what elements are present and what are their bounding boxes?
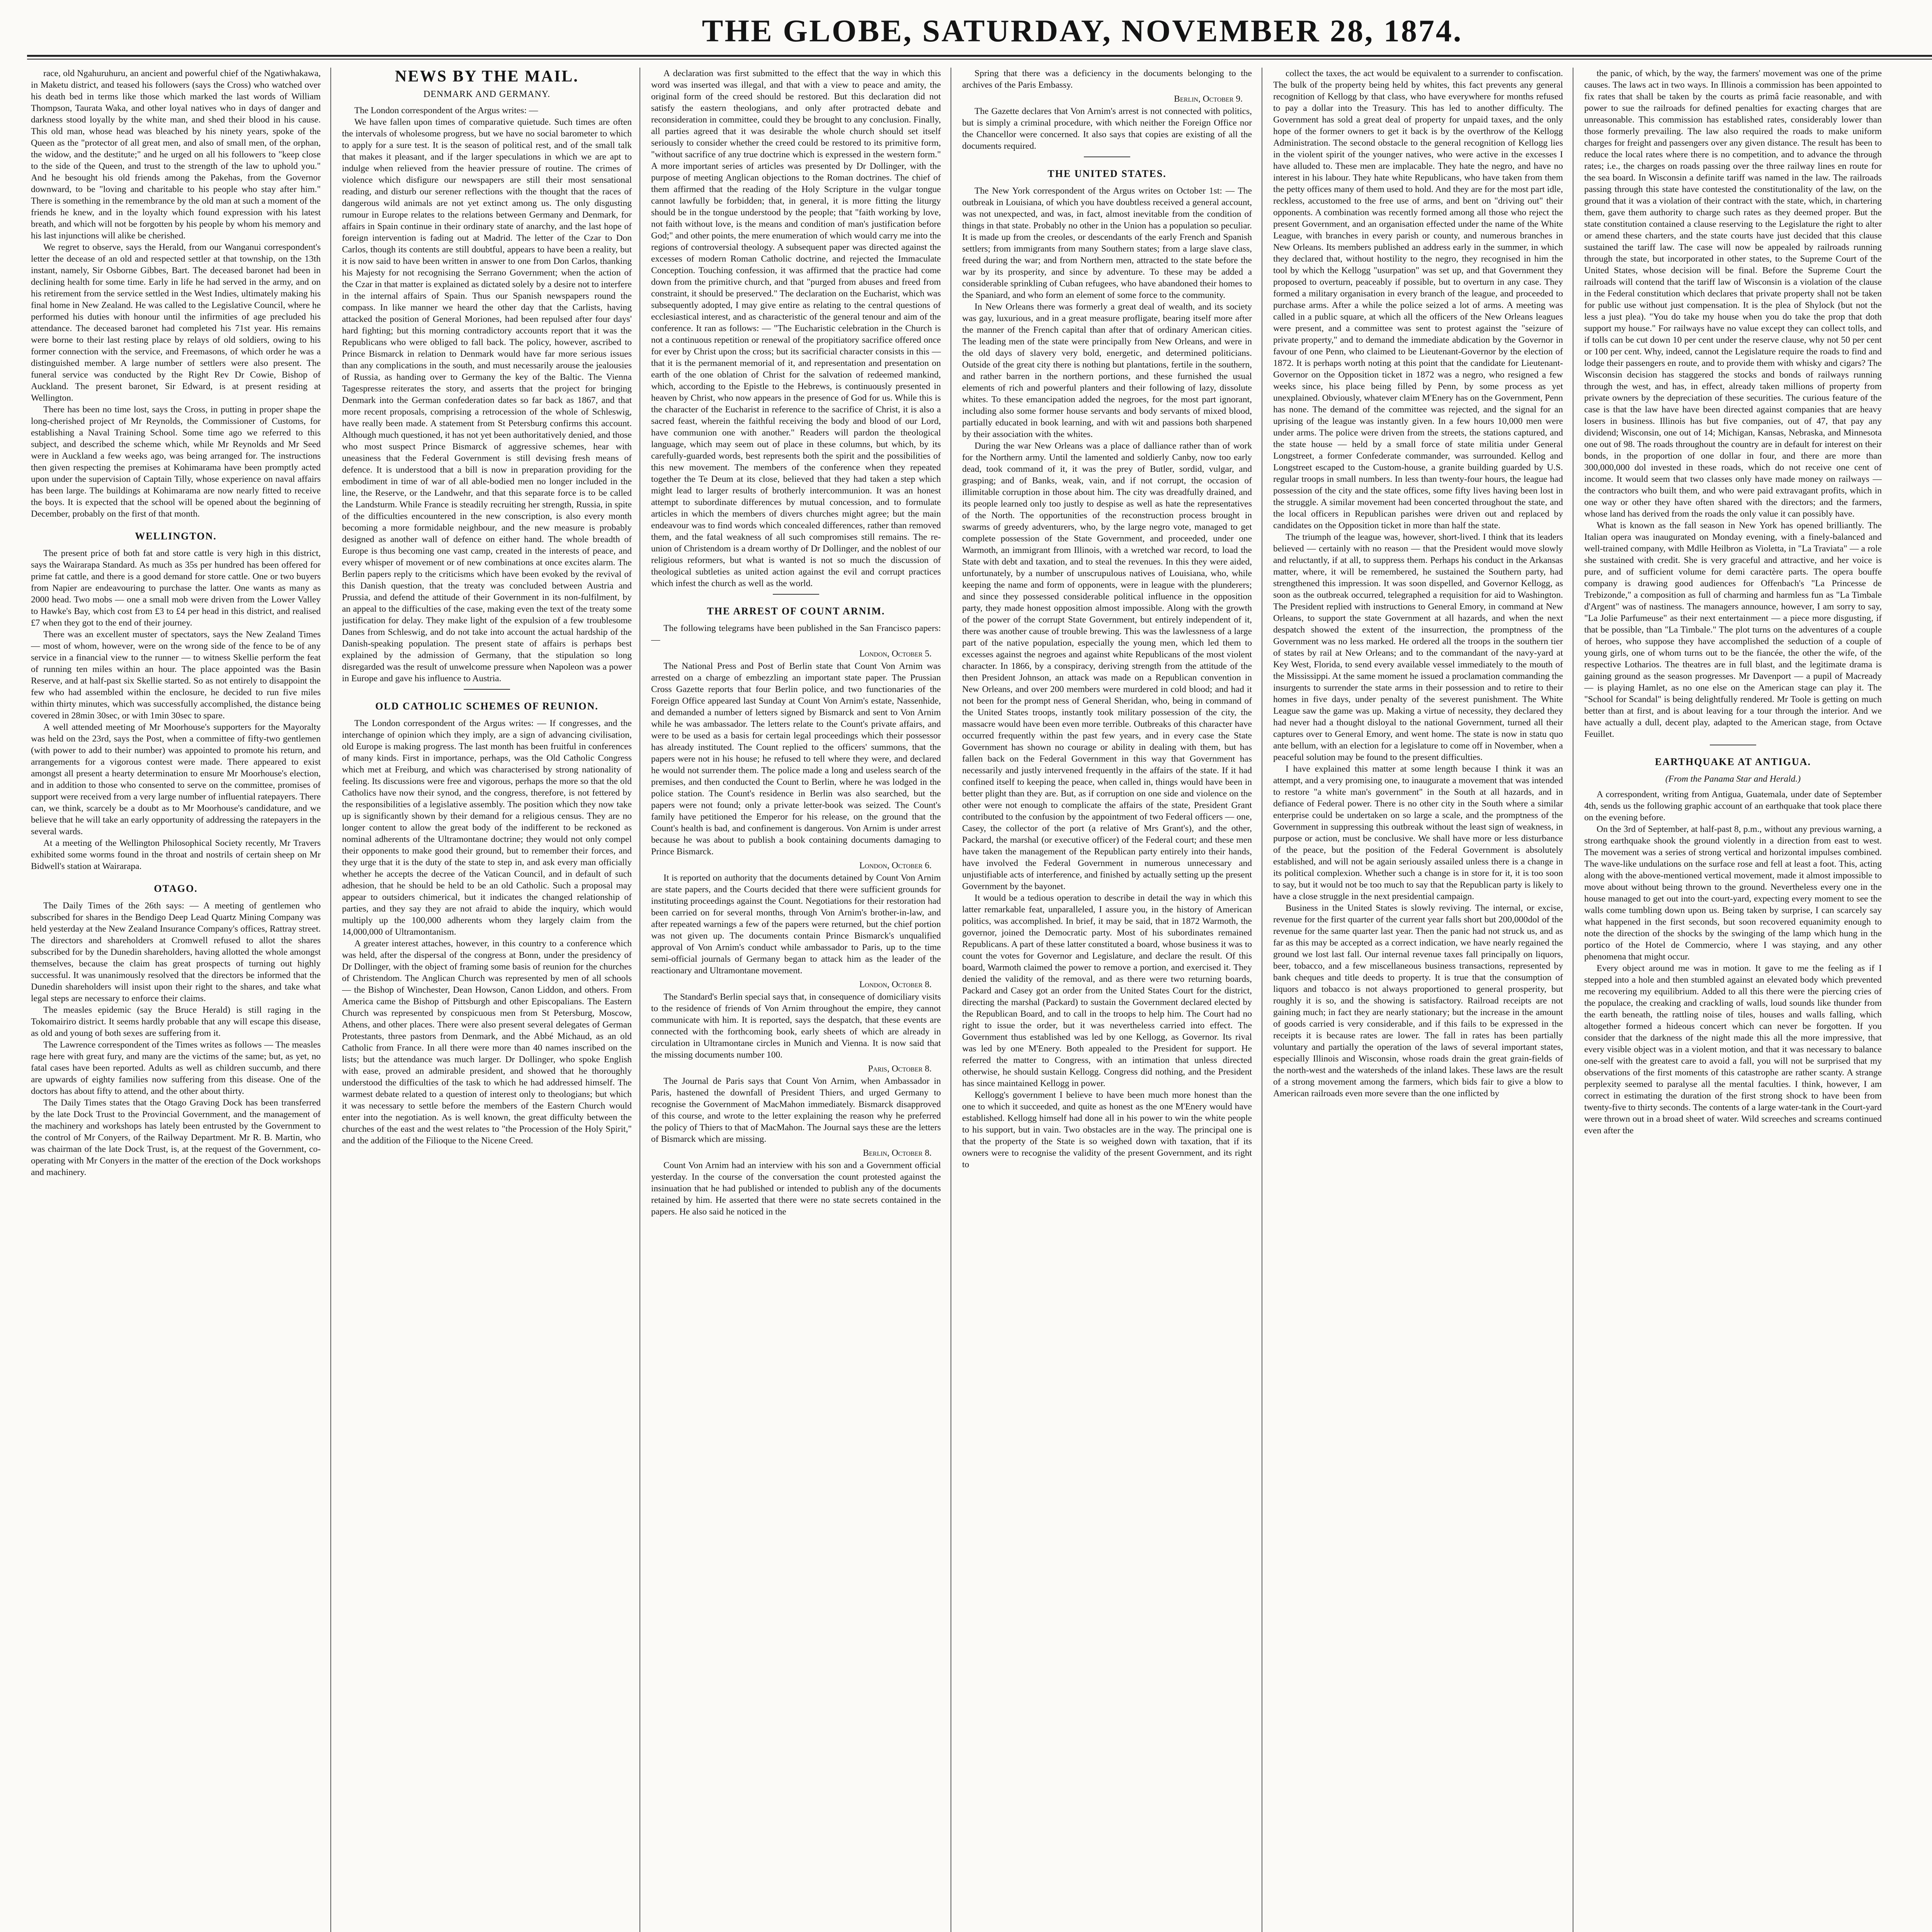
column-1 xyxy=(31,68,321,1932)
article-paragraph: The London correspondent of the Argus writes: — xyxy=(354,105,538,116)
article-paragraph: The Journal de Paris says that Count Von Arnim, when Ambassador in Paris, hastened the downfall of President Thiers, and urged Germany to recognise the Government of MacMahon immediately. Bismarck disapproved of this course, and wrote to the letter explaining the reason why he preferred the policy of Thiers to that of MacMahon. The Journal says these are the letters of Bismarck which are missing. xyxy=(651,1076,941,1144)
column-divider xyxy=(330,68,331,1932)
article-paragraph: the panic, of which, by the way, the farmers' movement was one of the prime causes. The laws act in two ways. In Illinois a commission has been appointed to fix rates that shall be taken by the courts as primâ facie reasonable, and with power to sue the railroads for defined penalties for exacting charges that are unreasonable. This commission has established rates, considerably lower than those formerly prevailing. The law also required the roads to make uniform charges for freight and passengers over any given distance. The result has been to reduce the local rates where there is no competition, and to advance the through rates; i.e., the charges on roads passing over the three railway lines en route for the sea board. In Wisconsin a definite tariff was named in the law. The railroads passing through this state have contested the constitutionality of the law, on the ground that it was a violation of their contract with the state, which, in chartering them, gave them authority to charge such rates as they deemed proper. But the state constitution contained a clause reserving to the Legislature the right to alter or amend these charters, and the state courts have just decided that this clause sustained the tariff law. The case will now be appealed by railroads running through the state, but incorporated in other states, to the Supreme Court of the United States, whose decision will be final. Before the Supreme Court the railroads will contend that the tariff law of Wisconsin is a violation of the clause in the Federal constitution which declares that private property shall not be taken for public use without just compensation. It is the plea of Shylock (but not the less a just plea). "You do take my house when you do take the prop that doth support my house." For railways have no value except they can collect tolls, and if tolls can be cut down 10 per cent under the reserve clause, why not 50 per cent or 100 per cent. Why, indeed, cannot the Legislature require the roads to find and lodge their passengers en route, and to provide them with whisky and cigars? The Wisconsin decision has staggered the stocks and bonds of railways running through the west, and has, in effect, already taken millions of property from private owners by the depreciation of these securities. The curious feature of the case is that the law have have been directed against companies that are heavy losers in business. Illinois has but five companies, out of 47, that pay any dividend; Wisconsin, one out of 14; Michigan, Kansas, Nebraska, and Minnesota one out of 98. The roads throughout the country are in default for interest on their bonds, in the proportion of one dollar in four, and there are more than 300,000,000 dol invested in these roads, which do not receive one cent of income. It would seem that two classes only have made money on railways — the contractors who built them, and who were paid extravagant profits, which in one way or other they have often shared with the directors; and the farmers, whose land has derived from the roads the only value it can possibly have. xyxy=(1584,68,1882,519)
column-6 xyxy=(1584,68,1882,1932)
article-paragraph: The Lawrence correspondent of the Times writes as follows — The measles rage here with great fury, and many are the victims of the same; but, as yet, no fatal cases have been reported. Adults as well as children succumb, and there are upwards of eighty families now suffering from this disease. One of the doctors has about fifty to attend, and the other about thirty. xyxy=(31,1040,321,1096)
article-paragraph: At a meeting of the Wellington Philosophical Society recently, Mr Travers exhibited some worms found in the throat and nostrils of certain sheep on Mr Bidwell's station at Wairarapa. xyxy=(31,838,321,871)
dateline: London, October 8. xyxy=(859,980,932,990)
article-paragraph: There has been no time lost, says the Cross, in putting in proper shape the long-cherished project of Mr Reynolds, the Commissioner of Customs, for establishing a Naval Training School. Some time ago we referred to this subject, and described the scheme which, while Mr Reynolds and Mr Seed were in Auckland a few weeks ago, was being arranged for. The instructions then given respecting the premises at Kohimarama have been promptly acted upon under the supervision of Captain Tilly, whose experience on naval affairs has been large. The buildings at Kohimarama are now nearly fitted to receive the boys. It is expected that the school will be opened about the beginning of December, probably on the first of that month. xyxy=(31,405,321,519)
article-paragraph: The present price of both fat and store cattle is very high in this district, says the Wairarapa Standard. As much as 35s per hundred has been offered for prime fat cattle, and there is a good demand for store cattle. One or two buyers from Napier are endeavouring to purchase the latter. One wants as many as 2000 head. Two mobs — one a small mob were driven from the Lower Valley to Hawke's Bay, which cost from £3 to £4 per head in this district, and realised £7 when they got to the end of their journey. xyxy=(31,548,321,628)
article-paragraph: The following telegrams have been published in the San Francisco papers: — xyxy=(651,623,941,645)
article-paragraph: collect the taxes, the act would be equivalent to a surrender to confiscation. The bulk of the property being held by whites, this fact prevents any general recognition of Kellogg by that class, who have everywhere for months refused to pay a dollar into the Treasury. This has led to another difficulty. The Government has sold a great deal of property for unpaid taxes, and the only hope of the former owners to get it back is by the overthrow of the Kellogg Administration. The second obstacle to the general recognition of Kellogg lies in the violent spirit of the younger natives, who were active in the excesses I have alluded to. These men are implacable. They hate the negro, and have no interest in his labour. They hate white Republicans, who have taken from them the petty offices many of them used to hold. And they are for the most part idle, reckless, accustomed to the free use of arms, and bent on "driving out" their opponents. A combination was recently formed among all those who reject the present Government, and an organisation effected under the name of the White League, with branches in every parish or county, and numerous branches in New Orleans. Its members published an address early in the summer, in which they declared that, without hostility to the negro, they recognised in him the tool by which the Kellogg "usurpation" was set up, and that Government they proposed to overturn, peaceably if possible, but to overturn in any case. They formed a military organisation in every branch of the league, and proceeded to purchase arms. After a while the police seized a lot of arms. A meeting was called in a public square, at which all the officers of the New Orleans leagues were present, and a committee was sent to protest against the "seizure of private property," and to demand the immediate abdication by the Governor in favour of one Penn, who claimed to be Lieutenant-Governor by the election of 1872. It is perhaps worth noting at this point that the candidate for Lieutenant-Governor on the Opposition ticket in 1872 was a negro, who resigned a few weeks since, his place being filled by Penn, by some process as yet unexplained. Obviously, whatever claim M'Enery has on the Government, Penn has none. The demand of the committee was rejected, and the signal for an uprising of the league was instantly given. In a few hours 10,000 men were under arms. The police were driven from the streets, the stations captured, and the state house — held by a small force of state militia under General Longstreet, a former Confederate commander, was surrounded. Kellog and Longstreet escaped to the Custom-house, a granite building guarded by U.S. regular troops in small numbers. In less than twenty-four hours, the league had possession of the city and the state offices, some fifty lives having been lost in the struggle. A similar movement had been concerted throughout the state, and the local officers in Republican parishes were driven out and replaced by candidates on the Opposition ticket in more than half the state. xyxy=(1273,68,1563,531)
article-paragraph: A declaration was first submitted to the effect that the way in which this word was inserted was illegal, and that with a view to peace and amity, the original form of the creed should be restored. But this declaration did not satisfy the eastern theologians, and only after protracted debate and reconsideration in committee, could they be brought to any conclusion. Finally, all parties agreed that it was desirable the whole church should set itself seriously to consider whether the creed could be restored to its primitive form, "without sacrifice of any true doctrine which is expressed in the western form." A more important series of articles was presented by Dr Dollinger, with the purpose of meeting Anglican objections to the Roman doctrines. The chief of them affirmed that the reading of the Holy Scripture in the vulgar tongue cannot lawfully be forbidden; that, in general, it is more fitting the liturgy should be in the tongue understood by the people; that "faith working by love, not faith without love, is the means and condition of man's justification before God;" and other points, the mere enumeration of which would carry me into the regions of controversial theology. A subsequent paper was directed against the excesses of modern Roman Catholic doctrine, and rejected the Immaculate Conception. Touching confession, it was affirmed that the practice had come down from the primitive church, and that "purged from abuses and freed from constraint, it should be preserved." The declaration on the Eucharist, which was subsequently adopted, I may give entire as relating to the central questions of ecclesiastical interest, and as characteristic of the general tenour and aim of the conference. It ran as follows: — "The Eucharistic celebration in the Church is not a continuous repetition or renewal of the propitiatory sacrifice offered once for ever by Christ upon the cross; but its sacrificial character consists in this — that it is the permanent memorial of it, and representation and presentation on earth of the one oblation of Christ for the salvation of redeemed mankind, which, according to the Epistle to the Hebrews, is continuously presented in heaven by Christ, who now appears in the presence of God for us. While this is the character of the Eucharist in reference to the sacrifice of Christ, it is also a sacred feast, wherein the faithful receiving the body and blood of our Lord, have communion one with another." Readers will pardon the theological language, which may seem out of place in these columns, but which, by its carefully-guarded words, best represents both the spirit and the possibilities of this new movement. The members of the conference when they repeated together the Te Deum at its close, believed that they had taken a step which might lead to larger results of brotherly intercommunion. It was an honest attempt to subordinate differences by mutual concession, and to formulate articles in which the members of divers churches might agree; but the main endeavour was to find words which concealed differences, rather than removed them, and the fatal weakness of all such compromises still remains. The re-union of Christendom is a dream worthy of Dr Dollinger, and the noblest of our religious reformers, but what is wanted is not so much the discussion of theological subtleties as united action against the evil and corrupt practices which infest the church as well as the world. xyxy=(651,68,941,588)
section-heading-news-by-the-mail: NEWS BY THE MAIL. xyxy=(395,68,579,85)
article-paragraph: The triumph of the league was, however, short-lived. I think that its leaders believed — certainly with no reason — that the President would move slowly and reluctantly, if at all, to suppress them. Perhaps his conduct in the Arkansas matter, where, it will be remembered, he sustained the Southern party, had strengthened this impression. It was soon dispelled, and Governor Kellogg, as soon as the outbreak occurred, telegraphed a requisition for aid to Washington. The President replied with instructions to General Emory, in command at New Orleans, to support the state Government at all hazards, and when the next despatch showed the extent of the insurrection, the promptness of the Government was no less marked. He ordered all the troops in the southern tier of states by rail at New Orleans; and to the commandant of the navy-yard at Key West, Florida, to send every available vessel immediately to the mouth of the Mississippi. At the same moment he issued a proclamation commanding the insurgents to surrender the state arms in their possession and to retire to their homes in five days, under penalty of the severest punishment. The White League saw the game was up. Making a virtue of necessity, they declared they had never had a thought disloyal to the national Government, turned all their captures over to General Emory, and went home. The state is now in statu quo ante bellum, with an election for a legislature to come off in November, when a peaceful solution may be found to the present difficulties. xyxy=(1273,532,1563,762)
article-paragraph: A greater interest attaches, however, in this country to a conference which was held, after the dispersal of the congress at Bonn, under the presidency of Dr Dollinger, with the object of framing some basis of reunion for the churches of Christendom. The Anglican Church was represented by men of all schools — the Bishop of Winchester, Dean Howson, Canon Liddon, and others. From America came the Bishop of Pittsburgh and other Episcopalians. The Eastern Church was represented by conspicuous men from St Petersburg, Moscow, Athens, and other places. There were also present several delegates of German Protestants, three pastors from Denmark, and the Abbé Michaud, as an old Catholic from France. In all there were more than 40 names inscribed on the lists; but the attendance was much larger. Dr Dollinger, who spoke English with ease, proved an admirable president, and showed that he thoroughly understood the difficulties of the task to which he had addressed himself. The warmest debate related to a question of interest only to theologians; but which it was necessary to settle before the members of the Eastern Church would enter into the negotiation. As is well known, the great difficulty between the churches of the east and the west relates to "the Procession of the Holy Spirit," and the addition of the Filioque to the Nicene Creed. xyxy=(342,939,632,1146)
article-paragraph: The London correspondent of the Argus writes: — If congresses, and the interchange of opinion which they imply, are a sign of advancing civilisation, old Europe is making progress. The last month has been fruitful in conferences of many kinds. First in importance, perhaps, was the Old Catholic Congress which met at Freiburg, and which was characterised by strong nationality of feeling. Its discussions were free and vigorous, perhaps the more so that the old Catholics have now their synod, and the congress, therefore, is not fettered by the responsibilities of a legislative assembly. The position which they now take up is significantly shown by their demand for a religious census. They are no longer content to allow the great body of the indifferent to be reckoned as nominal adherents of the Ultramontane doctrine; they would not only compel their opponents to make good their ground, but to remember their forces, and they urge that it is the duty of the state to step in, and ask every man officially whether he accepts the decree of the Vatican Council, and in default of such adhesion, that he should be held to be an old Catholic. Such a proposal may appear to outsiders chimerical, but it indicates the changed relationship of parties, and they say they are not afraid to abide the inquiry, which would multiply up the 100,000 adherents whom they largely claim from the 14,000,000 of Ultramontanism. xyxy=(342,718,632,937)
masthead-title: THE GLOBE, SATURDAY, NOVEMBER 28, 1874. xyxy=(702,13,1463,48)
dateline: Berlin, October 9. xyxy=(1174,94,1243,104)
article-paragraph: On the 3rd of September, at half-past 8, p.m., without any previous warning, a strong earthquake shook the ground violently in a direction from east to west. The movement was a series of strong vertical and horizontal impulses combined. The wave-like undulations on the surface rose and fell at least a foot. This, acting along with the above-mentioned vertical movement, made it almost impossible to move about without being thrown to the ground. Nevertheless every one in the house managed to get out into the court-yard, expecting every moment to see the walls come tumbling down upon us. Being taken by surprise, I can scarcely say what happened in the first seconds, but soon recovered equanimity enough to note the direction of the shocks by the swinging of the lamp which hung in the portico of the Hotel de Commercio, where I was staying, and any other phenomena that might occur. xyxy=(1584,824,1882,962)
article-paragraph: Business in the United States is slowly reviving. The internal, or excise, revenue for the first quarter of the current year falls short but 200,000dol of the revenue for the same quarter last year. Then the panic had not struck us, and as far as this may be accepted as a correct indication, we have nearly regained the ground we lost last fall. Our internal revenue taxes fall principally on liquors, beer, tobacco, and a few miscellaneous business transactions, represented by bank cheques and title deeds to property. It is true that the consumption of liquors and tobacco is not always proportioned to general prosperity, but roughly it is so, and the showing is satisfactory. Railroad receipts are not gaining much; in fact they are nearly stationary; but the increase in the amount of goods carried is very considerable, and if this fails to be expressed in the receipts it is because rates are lower. The fall in rates has been partially voluntary and partially the operation of the laws of several important states, especially Illinois and Wisconsin, whose roads drain the great grain-fields of the north-west and the watersheds of the inland lakes. These laws are the result of a strong movement among the farmers, which bids fair to give a blow to American railroads even more severe than the one inflicted by xyxy=(1273,903,1563,1099)
article-byline: (From the Panama Star and Herald.) xyxy=(1665,774,1801,784)
article-paragraph: The Gazette declares that Von Arnim's arrest is not connected with politics, but is simply a criminal procedure, with which neither the Foreign Office nor the Chancellor were concerned. It also says that copies are existing of all the documents required. xyxy=(962,106,1252,151)
article-heading-denmark-germany: DENMARK AND GERMANY. xyxy=(423,89,551,99)
column-divider xyxy=(639,68,640,1932)
article-paragraph: What is known as the fall season in New York has opened brilliantly. The Italian opera was inaugurated on Monday evening, with a finely-balanced and well-trained company, with Mdlle Heilbron as Violetta, in "La Traviata" — a role she sustained with credit. She is very graceful and attractive, and her voice is pure, and of sufficient volume for demi caractère parts. The opera bouffe company is drawing good audiences for Offenbach's "La Princesse de Trebizonde," a composition as full of charming and harmless fun as "La Timbale d'Argent" was of nastiness. The managers announce, however, I am sorry to say, "La Jolie Parfumeuse" as their next entertainment — a piece more disgusting, if that be possible, than "La Timbale." The plot turns on the adventures of a couple of heroes, who suppose they have accomplished the seduction of a couple of young girls, one of whom turns out to be the fiancée, the other the wife, of the respective Lotharios. The theatres are in full blast, and the legitimate drama is gaining ground as the season progresses. Mr Davenport — a pupil of Macready — is playing Hamlet, as no one else on the American stage can play it. The "School for Scandal" is being delightfully rendered. Mr Toole is getting on much better than at first, and is about leaving for a tour through the interior. And we have actually a dull, decent play, adapted to the American stage, from Octave Feuillet. xyxy=(1584,520,1882,739)
article-paragraph: The measles epidemic (say the Bruce Herald) is still raging in the Tokomairiro district. It seems hardly probable that any will escape this disease, as old and young of both sexes are suffering from it. xyxy=(31,1005,321,1038)
article-paragraph: I have explained this matter at some length because I think it was an attempt, and a very promising one, to inaugurate a movement that was intended to restore "a white man's government" in the South at all hazards, and in defiance of Federal power. There is no other city in the South where a similar enterprise could be undertaken on so large a scale, and the promptness of the Government in suppressing this outbreak without the least sign of weakness, in purpose or action, must be conclusive. We shall have more or less disturbance of the peace, but the position of the Federal Government is absolutely established, and will not be again seriously assailed unless there is a change in its political complexion. Whether such a change is in store for it, it is too soon to say, but it would not be too much to say that the Republican party is likely to have a close struggle in the next presidential campaign. xyxy=(1273,764,1563,901)
article-paragraph: The National Press and Post of Berlin state that Count Von Arnim was arrested on a charge of embezzling an important state paper. The Prussian Cross Gazette reports that four Berlin police, and two functionaries of the Foreign Office appeared last Sunday at Count Von Arnim's estate, Nassenhide, and demanded a number of letters signed by Bismarck and sent to Von Arnim while he was ambassador. The letters relate to the Count's private affairs, and were to be used as a basis for certain legal proceedings which their possessor has already instituted. The Count replied to the officers' summons, that the papers were not in his house; he refused to tell where they were, and declared he would not surrender them. The police made a long and useless search of the premises, and then conducted the Count to Berlin, where he was lodged in the police station. The Count's residence in Berlin was also searched, but the papers were not found; only a private letter-book was seized. The Count's family have petitioned the Emperor for his release, on the ground that the Count's health is bad, and confinement is dangerous. Von Arnim is under arrest because he was about to publish a book containing documents damaging to Prince Bismarck. xyxy=(651,661,941,857)
article-heading-old-catholic: OLD CATHOLIC SCHEMES OF REUNION. xyxy=(375,701,599,712)
column-2 xyxy=(342,68,632,1932)
dateline: London, October 6. xyxy=(859,861,932,871)
article-paragraph: race, old Ngahuruhuru, an ancient and powerful chief of the Ngatiwhakawa, in Maketu district, and teased his followers (says the Cross) who watched over his death bed in terms like those which marked the last words of William Thompson, Taurata Waka, and other loyal natives who in days of danger and darkness stood loyally by the white man, and shed their blood in his cause. This old man, whose head was bleached by his ninety years, spoke of the Queen as the "protector of all great men, and also of small men, of the orphan, the widow, and the destitute;" and he urged on all his followers to "keep close to the side of the Queen, and trust to the strength of the law to uphold you." And he besought his old friends among the Pakehas, from the Governor downward, to be "loving and charitable to his people who stay after him." There is something in the remembrance by the old man at such a moment of the friends he knew, and in the loyalty which found expression with his latest breath, and which will not be forgotten by his people by whom his memory and his last injunctions will alike be cherished. xyxy=(31,68,321,241)
article-separator xyxy=(773,594,819,595)
masthead-rule-thin xyxy=(27,59,1932,60)
masthead-rule xyxy=(27,55,1932,57)
article-paragraph: We regret to observe, says the Herald, from our Wanganui correspondent's letter the decease of an old and respected settler at that township, on the 13th instant, namely, Sir Osborne Gibbes, Bart. The deceased baronet had been in declining health for some time. Early in life he had served in the army, and on his retirement from the service settled in the West Indies, ultimately making his final home in New Zealand. He was called to the Legislative Council, where he performed his duties with honour until the infirmities of age precluded his attendance. The deceased baronet had completed his 71st year. His remains were borne to their last resting place by relays of old soldiers, owing to his former connection with the service, and Freemasons, of which order he was a distinguished member. A large number of settlers were also present. The funeral service was conducted by the Right Rev Dr Cowie, Bishop of Auckland. The present baronet, Sir Edward, is at present residing at Wellington. xyxy=(31,242,321,403)
article-paragraph: The Standard's Berlin special says that, in consequence of domiciliary visits to the residence of friends of Von Arnim throughout the empire, they cannot communicate with him. It is reported, says the despatch, that these events are connected with the forthcoming book, early sheets of which are already in circulation in Ultramontane circles in Munich and Vienna. It is now said that the missing documents number 100. xyxy=(651,992,941,1060)
section-heading-otago: OTAGO. xyxy=(154,883,198,894)
dateline: Paris, October 8. xyxy=(868,1064,932,1074)
section-heading-wellington: WELLINGTON. xyxy=(135,531,217,542)
column-4 xyxy=(962,68,1252,1932)
article-heading-arnim: THE ARREST OF COUNT ARNIM. xyxy=(707,605,885,617)
column-3 xyxy=(651,68,941,1932)
article-paragraph: Count Von Arnim had an interview with his son and a Government official yesterday. In the course of the conversation the count protested against the insinuation that he had published or intended to publish any of the documents retained by him. He asserted that there were no state secrets contained in the papers. He also said he noticed in the xyxy=(651,1160,941,1217)
article-paragraph: Every object around me was in motion. It gave to me the feeling as if I stepped into a hole and then stumbled against an elevated body which prevented me recovering my equilibrium. Added to all this there were the piercing cries of the populace, the creaking and crackling of walls, loud sounds like thunder from the earth beneath, the rattling noise of tiles, houses and walls falling, which altogether formed a hideous concert which can never be forgotten. If you consider that the darkness of the night made this all the more impressive, that every visible object was in a violent motion, and that it was necessary to balance one-self with the greatest care to avoid a fall, you will not be surprised that my observations of the first moments of this catastrophe are rather scanty. A strange perplexity seemed to paralyse all the mental faculties. I think, however, I am correct in estimating the duration of the first strong shock to have been from twenty-five to thirty seconds. The contents of a large water-tank in the Court-yard were thrown out in a broad sheet of water. Wild screeches and screams continued even after the xyxy=(1584,963,1882,1136)
article-paragraph: The Daily Times states that the Otago Graving Dock has been transferred by the late Dock Trust to the Provincial Government, and the management of the machinery and workshops has lately been entrusted by the Government to the control of Mr Conyers, of the Railway Department. Mr R. B. Martin, who was chairman of the late Dock Trust, is, at the request of the Government, co-operating with Mr Conyers in the matter of the erection of the Dock workshops and machinery. xyxy=(31,1098,321,1177)
article-heading-earthquake: EARTHQUAKE AT ANTIGUA. xyxy=(1655,756,1811,767)
article-paragraph: In New Orleans there was formerly a great deal of wealth, and its society was gay, luxurious, and in a great measure profligate, bearing itself more after the manner of the French capital than after that of ordinary American cities. The leading men of the state were principally from New Orleans, and were in the old days of slavery very bold, energetic, and determined politicians. Outside of the great city there is nothing but plantations, fertile in the southern, and rather barren in the northern portions, and these furnished the usual elements of rich and powerful planters and their following of lazy, dissolute whites. To these emancipation added the negroes, for the most part ignorant, including also some former house servants and body servants of mixed blood, partially educated in book learning, and with wit and passions both sharpened by their association with the whites. xyxy=(962,302,1252,439)
article-paragraph: There was an excellent muster of spectators, says the New Zealand Times — most of whom, however, were on the wrong side of the fence to be of any service in a financial view to the runner — to witness Skellie perform the feat of running ten miles within an hour. The place appointed was the Basin Reserve, and at half-past six Skellie started. So as not entirely to disappoint the few who had assembled within the enclosure, he decided to run five miles within thirty minutes, which was successfully accomplished, the distance being covered in 28min 30sec, or with 1min 30sec to spare. xyxy=(31,629,321,721)
article-paragraph: We have fallen upon times of comparative quietude. Such times are often the intervals of wholesome progress, but we have no social barometer to which to apply for a sure test. It is the season of political rest, and of the small talk that makes it pleasant, and if the larger speculations in which we are apt to indulge when relieved from the heavier pressure of routine. The crimes of violence which disfigure our newspapers are still their most sensational reading, and disturb our serener reflections with the thought that the races of dangerous wild animals are not yet extinct among us. The only disgusting rumour in Europe relates to the relations between Germany and Denmark, for affairs in Spain continue in their ordinary state of anarchy, and the last hope of foreign intervention is fading out at Madrid. The letter of the Czar to Don Carlos, though its contents are still doubtful, appears to have been a reality, but it is now said to have been written in answer to one from Don Carlos, thanking his Majesty for not recognising the Serrano Government; when the action of the Czar in that matter is explained as dictated solely by a desire not to interfere in the internal affairs of Spain. Thus our Spanish newspapers round the compass. In like manner we heard the other day that the Carlists, having attacked the position of General Moriones, had been repulsed after four days' hard fighting; but this morning contradictory accounts report that it was the Republicans who were obliged to fall back. The policy, however, ascribed to Prince Bismarck in relation to Denmark would have far more serious issues than any complications in the south, and must necessarily arouse the jealousies of Russia, as handing over to Germany the key of the Baltic. The Vienna Tagespresse reiterates the story, and asserts that the project for bringing Denmark into the German confederation dates so far back as 1867, and that more recent proposals, comprising a retrocession of the whole of Schleswig, have really been made. A statement from St Petersburg confirms this account. Although much questioned, it has not yet been authoritatively denied, and those who most suspect Prince Bismarck of aggressive schemes, hear with uneasiness that the Federal Government is still devising fresh means of defence. It is understood that a bill is now in preparation providing for the embodiment in time of war of all able-bodied men no longer included in the line, the Reserve, or the Landwehr, and that this separate force is to be called the Landsturm. While France is steadily recruiting her strength, Russia, in spite of the difficulties encountered in the new conscription, is also every month becoming a more formidable neighbour, and the new measure is probably designed as another wall of defence on either hand. The whole breadth of Europe is thus becoming one vast camp, created in the interests of peace, and every whisper of movement or of new combinations at once excites alarm. The Berlin papers reply to the criticisms which have been evoked by the revival of this Danish question, that the treaty was concluded between Austria and Prussia, and defend the attitude of their Government in its non-fulfilment, by an appeal to the difficulties of the case, making even the text of the treaty some justification for delay. They make light of the expulsion of a few troublesome Danes from Schleswig, and do not take into account the actual hardship of the Danish-speaking population. The present state of affairs is perhaps best explained by the admission of Germany, that the stipulation so long disregarded was the result of unwelcome pressure when Napoleon was a power in Europe and gave his influence to Austria. xyxy=(342,117,632,684)
article-separator xyxy=(464,689,510,690)
article-paragraph: A correspondent, writing from Antigua, Guatemala, under date of September 4th, sends us the following graphic account of an earthquake that took place there on the evening before. xyxy=(1584,789,1882,823)
article-paragraph: It is reported on authority that the documents detained by Count Von Arnim are state papers, and the Courts decided that there were sufficient grounds for instituting proceedings against the Count. Negotiations for their restoration had been carried on for several months, through Von Arnim's brother-in-law, and after repeated warnings a few of the papers were returned, but the chief portion was not given up. The documents contain Prince Bismarck's unqualified approval of Von Arnim's conduct while ambassador to Paris, up to the time semi-official journals of Germany began to attack him as the leader of the reactionary and Ultramontane movement. xyxy=(651,873,941,976)
article-separator xyxy=(1084,156,1130,157)
article-paragraph: A well attended meeting of Mr Moorhouse's supporters for the Mayoralty was held on the 23rd, says the Post, when a committee of fifty-two gentlemen (with power to add to their number) was appointed to promote his return, and arrangements for a vigorous contest were made. There appeared to exist amongst all present a hearty determination to ensure Mr Moorhouse's election, and in addition to those who consented to serve on the committee, promises of support were received from a very large number of influential ratepayers. There can, we think, scarcely be a doubt as to Mr Moorhouse's candidature, and we believe that he will take an early opportunity of addressing the ratepayers in the several wards. xyxy=(31,722,321,837)
article-paragraph: During the war New Orleans was a place of dalliance rather than of work for the Northern army. Until the lamented and soldierly Canby, now too early dead, took command of it, it was the prey of Butler, sordid, vulgar, and grasping; and of Banks, weak, vain, and if not corrupt, the occasion of illimitable corruption in those about him. The city was dreadfully drained, and its people learned only too justly to despise as well as hate the representatives of the North. The opportunities of the reconstruction process brought in swarms of greedy adventurers, who, by the large negro vote, managed to get complete possession of the State Government, and proceeded, under one Warmoth, an immigrant from Illinois, with a wretched war record, to load the State with debt and taxation, and to steal the revenues. In this they were aided, unfortunately, by a number of unscrupulous natives of Louisiana, who, while keeping the name and form of opponents, were in league with the plunderers; and since they possessed considerable political influence in the opposition party, they made honest opposition almost impossible. Along with the growth of the power of the corrupt State Government, but entirely independent of it, there was another cause of trouble brewing. This was the lawlessness of a large part of the native population, especially the young men, which led them to excesses against the negroes and against white Republicans of the most violent character. In 1866, by a conspiracy, deriving strength from the attitude of the then President Johnson, an attack was made on a Republican convention in New Orleans, and over 200 members were murdered in cold blood; and had it not been for the prompt ness of General Sheridan, who, being in command of the United States troops, instantly took military possession of the city, the massacre would have been even more terrible. Outbreaks of this character have occurred frequently within the past few years, and in every case the State Government has shown no courage or ability in dealing with them, but has fallen back on the Federal Government in this way that Government has necessarily and justly intervened frequently in the affairs of the state. If it had confined itself to keeping the peace, when called in, things would have been in better plight than they are. But, as if corruption on one side and violence on the other were not enough to complicate the affairs of the state, President Grant contributed to the confusion by the appointment of two Federal officers — one, Casey, the collector of the port (a relative of Mrs Grant's), and the other, Packard, the marshal (or executive officer) of the Federal court; and these men have taken the management of the Republican party entirely into their hands, have involved the Federal Government in numerous unnecessary and unjustifiable acts of interference, and finished by actually setting up the present Government by the bayonet. xyxy=(962,441,1252,891)
article-paragraph: It would be a tedious operation to describe in detail the way in which this latter remarkable feat, unparalleled, I assure you, in the history of American politics, was accomplished. In brief, it may be said, that in 1872 Warmoth, the governor, joined the Democratic party. Most of his subordinates remained Republicans. A part of these latter constituted a board, whose business it was to count the votes for Governor and Legislature, and declare the result. Of this board, Warmoth claimed the power to remove a portion, and exercised it. They denied the validity of the removal, and as there were two returning boards, Packard and Casey got an order from the United States Court for the district, directing the marshal (Packard) to sustain the Government declared elected by the Republican Board, and to call in the troops to help him. The Court had no right to issue the order, but it was nevertheless carried into effect. The Government thus established was led by one Kellogg, as Governor. Its rival was led by one M'Enery. Both appealed to the President for support. He referred the matter to Congress, with an intimation that unless directed otherwise, he should sustain Kellogg. Congress did nothing, and the President has since maintained Kellogg in power. xyxy=(962,893,1252,1088)
article-paragraph: The Daily Times of the 26th says: — A meeting of gentlemen who subscribed for shares in the Bendigo Deep Lead Quartz Mining Company was held yesterday at the New Zealand Insurance Company's offices, Rattray street. The directors and shareholders at Cromwell refused to allot the shares subscribed for by the Dunedin shareholders, having allotted the whole amongst themselves, because the claim has great prospects of turning out highly successful. It was unanimously resolved that the directors be informed that the Dunedin shareholders will insist upon their right to the shares, and take what legal steps are necessary to enforce their claims. xyxy=(31,901,321,1003)
article-paragraph: Kellogg's government I believe to have been much more honest than the one to which it succeeded, and quite as honest as the one M'Enery would have established. Kellogg himself had done all in his power to win the white people to his support, but in vain. Two obstacles are in the way. The principal one is that the property of the State is so weighed down with taxation, that if its owners were to recognise the validity of the present Government, and its right to xyxy=(962,1090,1252,1170)
dateline: London, October 5. xyxy=(859,649,932,659)
column-5 xyxy=(1273,68,1563,1932)
article-paragraph: Spring that there was a deficiency in the documents belonging to the archives of the Paris Embassy. xyxy=(962,68,1252,90)
dateline: Berlin, October 8. xyxy=(863,1148,932,1158)
article-heading-united-states: THE UNITED STATES. xyxy=(1048,168,1167,179)
article-paragraph: The New York correspondent of the Argus writes on October 1st: — The outbreak in Louisiana, of which you have doubtless received a general account, was not unexpected, and was, in fact, almost inevitable from the condition of things in that state. Probably no other in the Union has a population so peculiar. It is made up from the creoles, or descendants of the early French and Spanish settlers; from immigrants from many Southern states; from a large slave class, freed during the war; and from Northern men, attracted to the state before the war by its prosperity, and since by adventure. To these may be added a considerable sprinkling of Cuban refugees, who have abandoned their homes to the Spaniard, and who form an element of some force to the community. xyxy=(962,186,1252,300)
